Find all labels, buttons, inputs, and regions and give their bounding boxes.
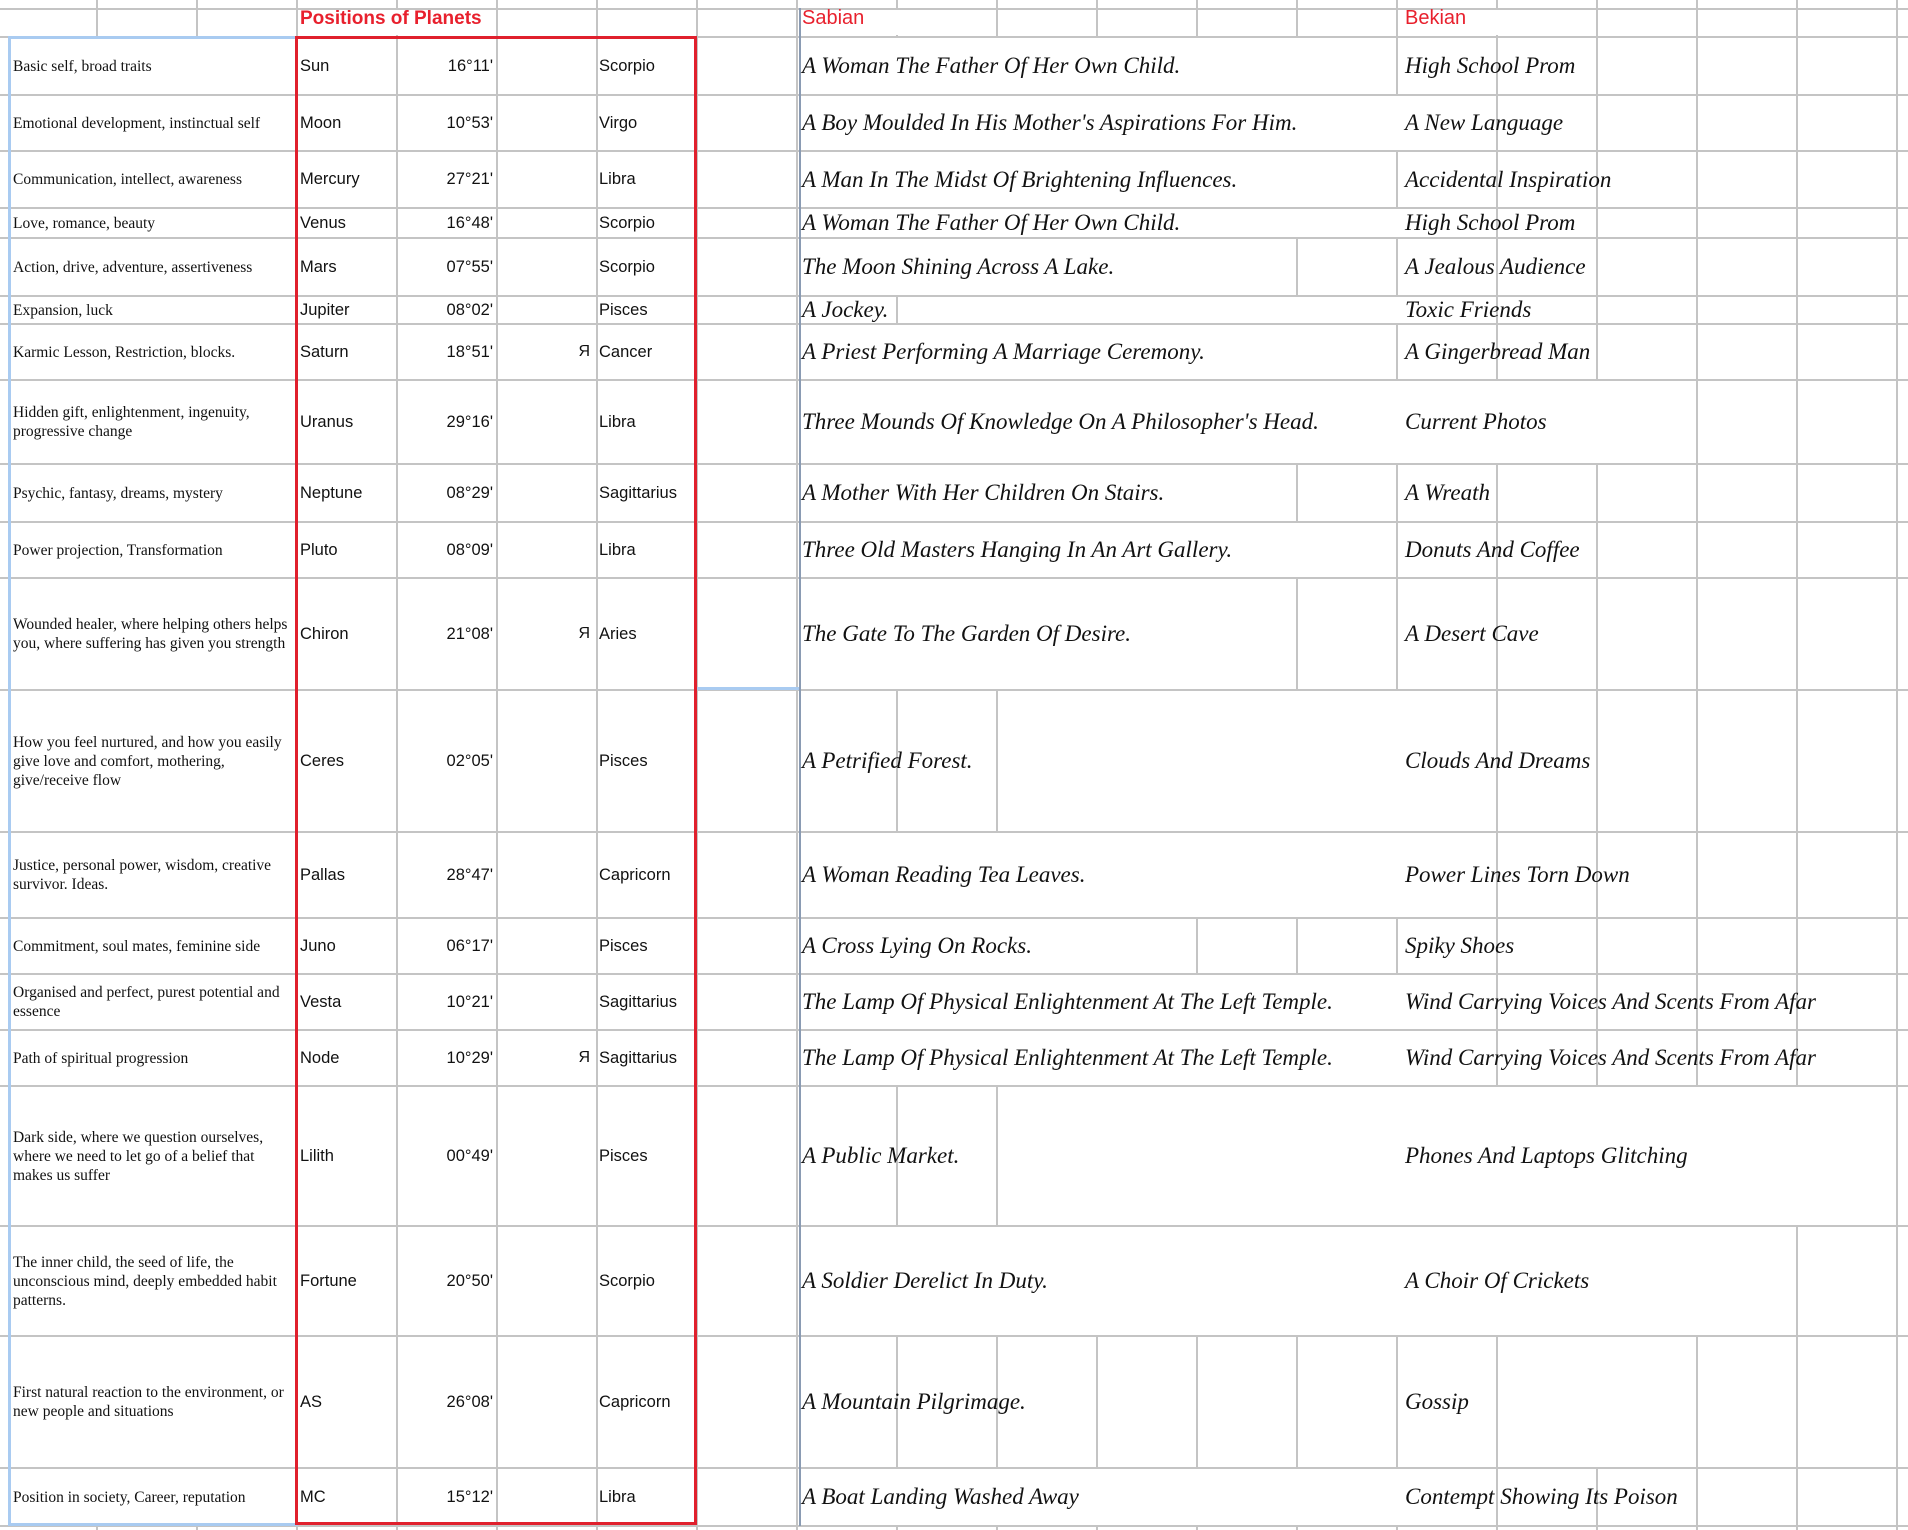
sabian-symbol-cell: A Woman The Father Of Her Own Child. (802, 210, 1181, 235)
retrograde-marker (560, 96, 590, 150)
grid-hline (0, 8, 1908, 10)
bekian-symbol-cell: Power Lines Torn Down (1405, 862, 1630, 887)
planet-cell: Chiron (300, 624, 349, 643)
bekian-symbol-cell: Current Photos (1405, 409, 1547, 434)
retrograde-marker: Я (578, 1049, 590, 1066)
merged-cell (905, 297, 1402, 323)
planet-cell: Sun (300, 56, 330, 75)
degree-cell: 07°55' (446, 257, 493, 276)
merged-cell (1505, 1337, 1602, 1467)
description-cell: Commitment, soul mates, feminine side (13, 937, 261, 955)
degree-cell: 16°48' (446, 213, 493, 232)
retrograde-marker (560, 975, 590, 1029)
retrograde-marker (560, 523, 590, 577)
bekian-symbol-cell: Phones And Laptops Glitching (1405, 1143, 1688, 1168)
description-cell: Organised and perfect, purest potential and essence (13, 984, 280, 1020)
sabian-symbol-cell: A Boat Landing Washed Away (802, 1484, 1079, 1509)
description-cell: Path of spiritual progression (13, 1049, 189, 1067)
sign-cell: Libra (599, 170, 636, 188)
bekian-symbol-cell: Gossip (1405, 1389, 1469, 1414)
sign-cell: Aries (599, 624, 637, 643)
degree-cell: 18°51' (446, 342, 493, 361)
bekian-symbol-cell: Contempt Showing Its Poison (1405, 1484, 1678, 1509)
degree-cell: 28°47' (446, 865, 493, 884)
description-cell: How you feel nurtured, and how you easily give love and comfort, mothering, give/receive flow (13, 733, 282, 789)
merged-cell (1005, 691, 1402, 831)
planet-cell: Saturn (300, 342, 349, 361)
bekian-symbol-cell: A Choir Of Crickets (1405, 1268, 1590, 1293)
planet-cell: Neptune (300, 483, 363, 502)
sabian-symbol-cell: A Boy Moulded In His Mother's Aspirations For Him. (802, 110, 1298, 135)
retrograde-marker: Я (578, 343, 590, 360)
bekian-symbol-cell: A Wreath (1405, 480, 1490, 505)
bekian-symbol-cell: A Jealous Audience (1405, 254, 1586, 279)
bekian-symbol-cell: Toxic Friends (1405, 297, 1532, 322)
sabian-symbol-cell: A Mountain Pilgrimage. (802, 1389, 1026, 1414)
sign-cell: Scorpio (599, 257, 655, 276)
planet-cell: Mercury (300, 170, 360, 188)
description-cell: Psychic, fantasy, dreams, mystery (13, 484, 223, 502)
sign-cell: Capricorn (599, 865, 671, 884)
degree-cell: 10°29' (446, 1048, 493, 1067)
bekian-symbol-cell: Wind Carrying Voices And Scents From Afar (1405, 1045, 1817, 1070)
sign-cell: Pisces (599, 1146, 648, 1165)
description-cell: Wounded healer, where helping others helps you, where suffering has given you strength (13, 616, 288, 652)
sabian-header: Sabian (802, 7, 865, 29)
sign-cell: Sagittarius (599, 992, 677, 1011)
planet-cell: Mars (300, 257, 337, 276)
degree-cell: 08°02' (446, 300, 493, 319)
sign-cell: Sagittarius (599, 483, 677, 502)
bekian-symbol-cell: A Gingerbread Man (1405, 339, 1591, 364)
bekian-symbol-cell: Wind Carrying Voices And Scents From Afar (1405, 989, 1817, 1014)
retrograde-marker (560, 691, 590, 831)
description-cell: Expansion, luck (13, 301, 113, 319)
sign-cell: Pisces (599, 300, 648, 319)
bekian-symbol-cell: A New Language (1405, 110, 1564, 135)
sabian-symbol-cell: A Soldier Derelict In Duty. (802, 1268, 1048, 1293)
degree-cell: 27°21' (446, 170, 493, 188)
sabian-symbol-cell: Three Old Masters Hanging In An Art Gallery. (802, 537, 1233, 562)
planet-cell: Fortune (300, 1271, 357, 1290)
sabian-symbol-cell: A Cross Lying On Rocks. (802, 933, 1032, 958)
degree-cell: 06°17' (446, 936, 493, 955)
degree-cell: 10°53' (446, 113, 493, 132)
column-border (799, 8, 801, 1526)
planet-cell: MC (300, 1487, 326, 1506)
planet-cell: Lilith (300, 1146, 334, 1165)
retrograde-marker (560, 1087, 590, 1225)
sign-cell: Libra (599, 412, 636, 431)
sign-cell: Sagittarius (599, 1048, 677, 1067)
description-cell: Love, romance, beauty (13, 214, 156, 232)
description-cell: Power projection, Transformation (13, 541, 223, 559)
retrograde-marker (560, 152, 590, 207)
bekian-symbol-cell: Clouds And Dreams (1405, 748, 1591, 773)
degree-cell: 08°29' (446, 483, 493, 502)
degree-cell: 21°08' (446, 624, 493, 643)
sign-cell: Scorpio (599, 213, 655, 232)
planet-cell: Uranus (300, 412, 354, 431)
retrograde-marker (560, 1227, 590, 1335)
degree-cell: 10°21' (446, 992, 493, 1011)
description-cell: Position in society, Career, reputation (13, 1488, 246, 1506)
degree-cell: 16°11' (447, 56, 493, 75)
sabian-symbol-cell: A Jockey. (802, 297, 889, 322)
sign-cell: Scorpio (599, 56, 655, 75)
sign-cell: Libra (599, 540, 636, 559)
planet-cell: Node (300, 1048, 340, 1067)
sign-cell: Pisces (599, 751, 648, 770)
retrograde-marker: Я (578, 625, 590, 642)
planet-cell: Vesta (300, 992, 342, 1011)
sign-cell: Capricorn (599, 1392, 671, 1411)
description-cell: Justice, personal power, wisdom, creative survivor. Ideas. (13, 857, 272, 893)
retrograde-marker (560, 38, 590, 94)
sign-cell: Virgo (599, 113, 638, 132)
degree-cell: 20°50' (446, 1271, 493, 1290)
retrograde-marker (560, 465, 590, 521)
sabian-symbol-cell: The Moon Shining Across A Lake. (802, 254, 1115, 279)
description-cell: Dark side, where we question ourselves, where we need to let go of a belief that makes us suffer (13, 1128, 264, 1184)
degree-cell: 00°49' (446, 1146, 493, 1165)
degree-cell: 15°12' (446, 1487, 493, 1506)
grid-hline (0, 1525, 1908, 1527)
retrograde-marker (560, 833, 590, 917)
retrograde-marker (560, 1469, 590, 1525)
positions-header: Positions of Planets (300, 8, 482, 29)
degree-cell: 02°05' (446, 751, 493, 770)
degree-cell: 26°08' (446, 1392, 493, 1411)
description-cell: Karmic Lesson, Restriction, blocks. (13, 343, 236, 361)
sabian-symbol-cell: A Public Market. (802, 1143, 960, 1168)
degree-cell: 08°09' (446, 540, 493, 559)
bekian-header: Bekian (1405, 7, 1467, 29)
highlight-segment (697, 687, 799, 690)
planet-cell: Jupiter (300, 300, 350, 319)
bekian-symbol-cell: Accidental Inspiration (1405, 166, 1612, 192)
description-cell: First natural reaction to the environment, or new people and situations (13, 1384, 284, 1420)
planet-cell: Ceres (300, 751, 345, 770)
planet-cell: AS (300, 1392, 323, 1411)
sabian-symbol-cell: A Petrified Forest. (802, 748, 973, 773)
planet-cell: Moon (300, 113, 342, 132)
planet-cell: Pluto (300, 540, 338, 559)
sabian-symbol-cell: A Woman Reading Tea Leaves. (802, 862, 1086, 887)
sign-cell: Scorpio (599, 1271, 655, 1290)
retrograde-marker (560, 209, 590, 237)
sabian-symbol-cell: The Lamp Of Physical Enlightenment At The Left Temple. (802, 1045, 1333, 1070)
bekian-symbol-cell: Donuts And Coffee (1405, 537, 1580, 562)
retrograde-marker (560, 239, 590, 295)
retrograde-marker (560, 919, 590, 973)
description-cell: Hidden gift, enlightenment, ingenuity, progressive change (13, 404, 250, 440)
bekian-symbol-cell: High School Prom (1405, 53, 1576, 78)
planet-cell: Pallas (300, 865, 345, 884)
bekian-symbol-cell: High School Prom (1405, 210, 1576, 235)
description-cell: Communication, intellect, awareness (13, 171, 242, 188)
degree-cell: 29°16' (446, 412, 493, 431)
sabian-symbol-cell: Three Mounds Of Knowledge On A Philosopher's Head. (802, 409, 1319, 434)
planet-cell: Venus (300, 213, 346, 232)
sign-cell: Libra (599, 1487, 636, 1506)
description-cell: Action, drive, adventure, assertiveness (13, 258, 253, 276)
sabian-symbol-cell: A Priest Performing A Marriage Ceremony. (802, 339, 1205, 364)
sabian-symbol-cell: The Lamp Of Physical Enlightenment At The Left Temple. (802, 989, 1333, 1014)
bekian-symbol-cell: Spiky Shoes (1405, 933, 1515, 958)
sabian-symbol-cell: A Man In The Midst Of Brightening Influences. (802, 166, 1238, 192)
sabian-symbol-cell: A Mother With Her Children On Stairs. (802, 480, 1165, 505)
description-cell: Basic self, broad traits (13, 57, 152, 75)
retrograde-marker (560, 297, 590, 323)
retrograde-marker (560, 381, 590, 463)
retrograde-marker (560, 1337, 590, 1467)
description-cell: Emotional development, instinctual self (13, 114, 261, 132)
description-cell: The inner child, the seed of life, the unconscious mind, deeply embedded habit patterns. (13, 1253, 277, 1309)
sign-cell: Cancer (599, 342, 653, 361)
planet-cell: Juno (300, 936, 336, 955)
sabian-symbol-cell: A Woman The Father Of Her Own Child. (802, 53, 1181, 78)
bekian-symbol-cell: A Desert Cave (1405, 621, 1539, 646)
sign-cell: Pisces (599, 936, 648, 955)
sabian-symbol-cell: The Gate To The Garden Of Desire. (802, 621, 1132, 646)
